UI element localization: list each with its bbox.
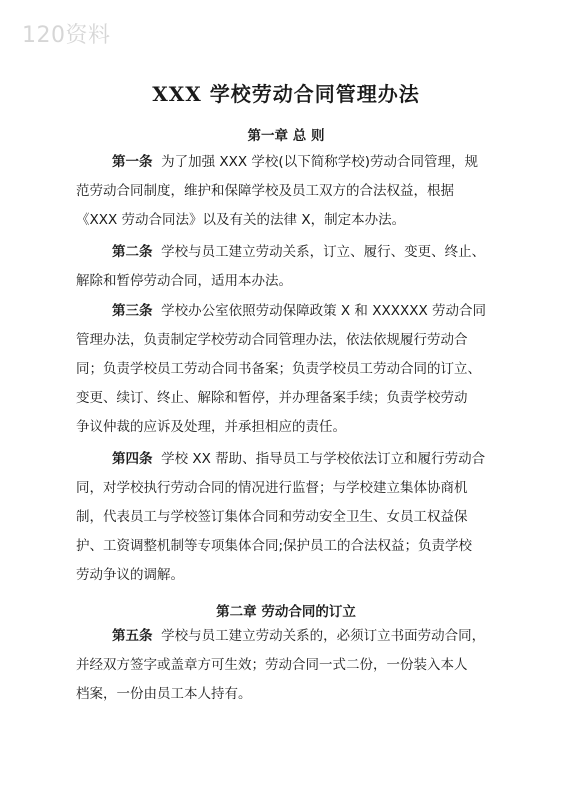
article-line	[76, 148, 496, 177]
article-line: 范劳动合同制度，维护和保障学校及员工双方的合法权益，根据	[76, 183, 454, 199]
article-line: 劳动争议的调解。	[76, 567, 184, 583]
article-text: 学校与员工建立劳动关系，订立、履行、变更、终止、	[161, 244, 486, 260]
article-label: 第一条	[112, 154, 153, 170]
article-line: 争议仲裁的应诉及处理，并承担相应的责任。	[76, 419, 346, 435]
article-line: 《XXX 劳动合同法》以及有关的法律 X，制定本办法。	[76, 212, 406, 228]
chapter-heading-1: 第一章 总 则	[247, 128, 325, 144]
article-text: 学校与员工建立劳动关系的，必须订立书面劳动合同，	[161, 628, 486, 644]
article-label: 第二条	[112, 244, 153, 260]
article-line: 同；负责学校员工劳动合同书备案；负责学校员工劳动合同的订立、	[76, 361, 481, 377]
document-title: XXX 学校劳动合同管理办法	[152, 82, 420, 106]
article-3	[76, 297, 496, 442]
watermark: 120资料	[22, 23, 111, 48]
article-text: 学校 XX 帮助、指导员工与学校依法订立和履行劳动合	[161, 451, 486, 467]
article-2	[76, 238, 496, 296]
article-line: 制，代表员工与学校签订集体合同和劳动安全卫生、女员工权益保	[76, 509, 468, 525]
article-4	[76, 445, 496, 590]
article-line: 管理办法，负责制定学校劳动合同管理办法，依法依规履行劳动合	[76, 332, 468, 348]
article-label: 第五条	[112, 628, 153, 644]
article-line: 档案，一份由员工本人持有。	[76, 686, 252, 702]
article-label: 第四条	[112, 451, 153, 467]
article-line: 变更、续订、终止、解除和暂停，并办理备案手续；负责学校劳动	[76, 390, 468, 406]
article-line: 护、工资调整机制等专项集体合同;保护员工的合法权益；负责学校	[76, 538, 473, 554]
article-line	[76, 622, 496, 651]
article-text: 学校办公室依照劳动保障政策 X 和 XXXXXX 劳动合同	[161, 303, 486, 319]
article-line	[76, 297, 496, 326]
article-1	[76, 148, 496, 235]
article-line: 并经双方签字或盖章方可生效；劳动合同一式二份，一份装入本人	[76, 657, 468, 673]
article-line: 解除和暂停劳动合同，适用本办法。	[76, 273, 292, 289]
article-line	[76, 238, 496, 267]
article-text: 为了加强 XXX 学校(以下简称学校)劳动合同管理，规	[161, 154, 478, 170]
article-line	[76, 445, 496, 474]
article-5	[76, 622, 496, 709]
chapter-heading-2: 第二章 劳动合同的订立	[216, 604, 356, 620]
article-line: 同，对学校执行劳动合同的情况进行监督；与学校建立集体协商机	[76, 480, 468, 496]
article-label: 第三条	[112, 303, 153, 319]
